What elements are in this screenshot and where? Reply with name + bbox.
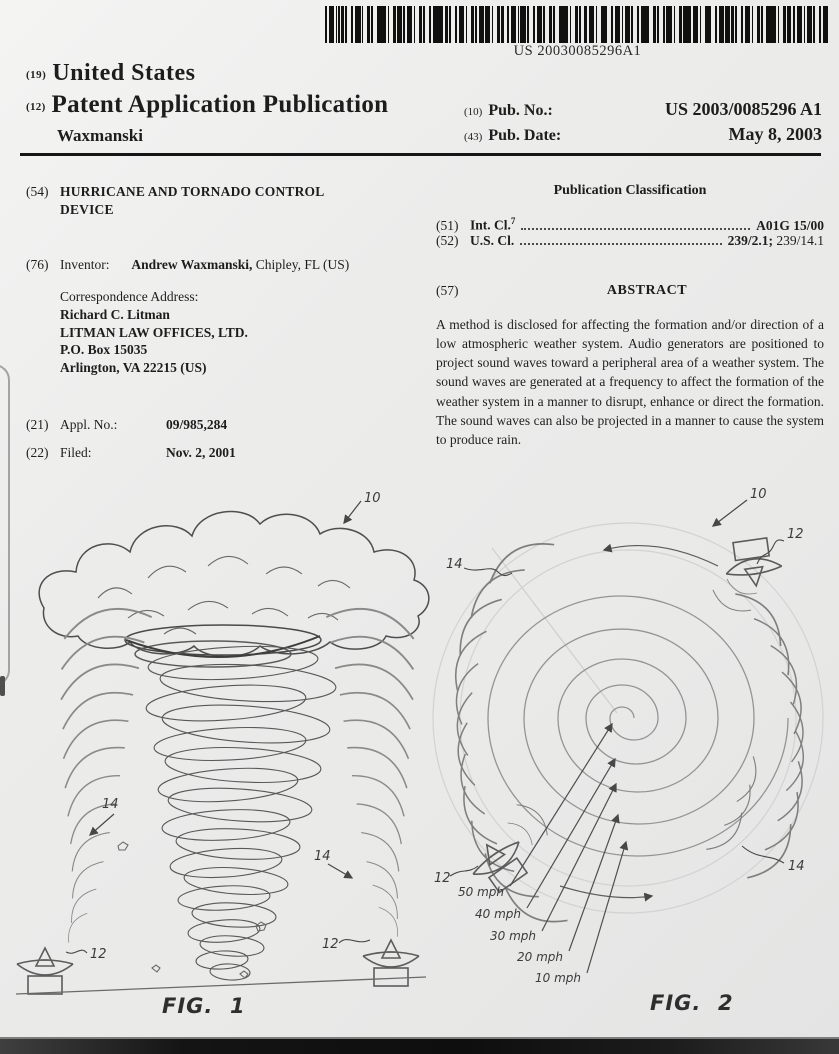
speed-label-50mph: 50 mph [458,885,504,899]
figure-2-hurricane-drawing [432,478,839,998]
fig1-leader-14-left [90,814,114,835]
int-cl-label-text: Int. Cl. [470,217,511,233]
barcode-number: US 20030085296A1 [513,43,642,59]
figure-1-tornado-drawing [8,478,432,998]
invention-title [60,183,324,219]
correspondence-address [60,288,458,377]
pub-date-label: Pub. Date: [488,127,562,145]
fig1-reference-labels [66,491,381,962]
rotation-arrows [560,546,718,898]
pub-no-row [464,97,822,122]
correspondence-line: P.O. Box 15035 [60,342,148,358]
inventor-name: Andrew Waxmanski, [131,257,253,272]
filed-field-code: (22) [26,445,49,460]
fig2-label-12-bottom: 12 [434,871,451,886]
correspondence-line: LITMAN LAW OFFICES, LTD. [60,324,248,340]
applicant-name: Waxmanski [57,126,143,145]
pub-date-kind-code: (43) [464,131,483,144]
abstract-field-code: (57) [436,283,459,298]
int-cl-row [436,216,824,234]
fig1-label-14-right: 14 [314,849,331,864]
publication-info [464,97,822,148]
barcode-image [325,6,830,43]
speed-label-20mph: 20 mph [517,950,563,964]
us-cl-field-code: (52) [436,233,459,248]
video-letterbox-bar [0,1037,839,1054]
page-edge-notch [0,676,5,696]
doc-type-kind-code: (12) [26,101,46,113]
pub-date-value: May 8, 2003 [728,124,822,145]
fig1-leader-12-right [339,940,370,943]
inventor-field-code: (76) [26,257,49,272]
debris [118,842,266,978]
ground-line [16,977,426,994]
us-cl-row [436,233,824,249]
pub-no-label: Pub. No.: [488,102,553,119]
fig1-caption: FIG. 1 [162,994,246,1018]
doc-type-text: Patent Application Publication [51,91,389,118]
fig2-caption: FIG. 2 [650,991,734,1015]
fig2-label-14-right: 14 [788,859,805,874]
fig2-leader-10 [713,500,747,526]
us-cl-value-secondary: 239/14.1 [772,233,824,248]
int-cl-label [470,216,515,234]
invention-title-line2: DEVICE [60,201,114,217]
filed-date-row [26,444,424,462]
inventor-info [60,256,349,274]
int-cl-superscript: 7 [510,216,516,226]
fig1-label-10: 10 [364,491,381,506]
speed-label-10mph: 10 mph [535,971,581,985]
abstract-text: A method is disclosed for affecting the formation and/or direction of a low atmospheric weather system. Audio generators are positioned to project sound waves toward a peripheral area of a weather system. The sound waves are generated at a frequency to affect the formation of the weather system in a manner to disrupt, enhance or direct the formation. The sound waves can also be projected in a manner to cause the system to produce rain. [436,317,824,447]
country-kind-code: (19) [26,69,47,81]
pub-date-row [464,122,822,147]
fig1-leader-10 [344,501,361,523]
fig2-label-12-top: 12 [787,527,804,542]
inventor-location: Chipley, FL (US) [252,257,350,272]
us-cl-label: U.S. Cl. [470,233,515,248]
correspondence-line: Arlington, VA 22215 (US) [60,360,207,376]
hurricane-spiral [488,596,788,856]
us-cl-value [728,233,824,249]
fig2-label-14-left: 14 [446,557,463,572]
dotted-leader [521,228,750,230]
appl-label: Appl. No.: [60,417,118,432]
filed-date: Nov. 2, 2001 [166,445,236,460]
inventor-label: Inventor: [60,257,110,272]
filed-label: Filed: [60,445,92,460]
header-divider [20,153,821,156]
int-cl-value: A01G 15/00 [756,217,824,233]
fig1-label-12-left: 12 [90,947,107,962]
country-name: United States [52,60,196,86]
fig1-label-12-right: 12 [322,937,339,952]
fig1-leader-12-left [66,950,87,953]
fig1-label-14-left: 14 [102,797,119,812]
pub-no-kind-code: (10) [464,106,483,118]
invention-title-line1: HURRICANE AND TORNADO CONTROL [60,184,325,199]
correspondence-label: Correspondence Address: [60,289,199,304]
audio-generator-left [17,948,73,994]
title-field-code: (54) [26,184,49,199]
storm-cloud [39,512,429,668]
appl-field-code: (21) [26,417,49,432]
sound-waves-right [508,579,810,886]
invention-title-row [26,183,424,219]
appl-number: 09/985,284 [166,417,228,432]
abstract-heading: ABSTRACT [606,283,688,298]
header-country [26,60,196,87]
abstract-heading-row [436,283,824,299]
fig1-leader-14-right [328,864,352,878]
sound-waves-left [446,532,568,933]
correspondence-line: Richard C. Litman [60,306,170,322]
dotted-leader [520,243,721,245]
header-doc-type [26,91,388,119]
classification-heading: Publication Classification [553,183,707,198]
page-edge-artifact [0,364,10,686]
int-cl-field-code: (51) [436,217,459,233]
sound-waves-right [326,600,419,937]
speed-label-30mph: 30 mph [490,929,536,943]
tornado-funnel [145,643,337,981]
inventor-row [26,256,424,274]
speed-label-40mph: 40 mph [475,907,521,921]
pub-no-value: US 2003/0085296 A1 [664,99,822,119]
fig2-leader-14-right [742,846,784,863]
application-number-row [26,416,424,434]
fig2-label-10: 10 [750,487,767,502]
wind-speed-labels [458,885,581,985]
us-cl-value-primary: 239/2.1; [727,233,773,248]
